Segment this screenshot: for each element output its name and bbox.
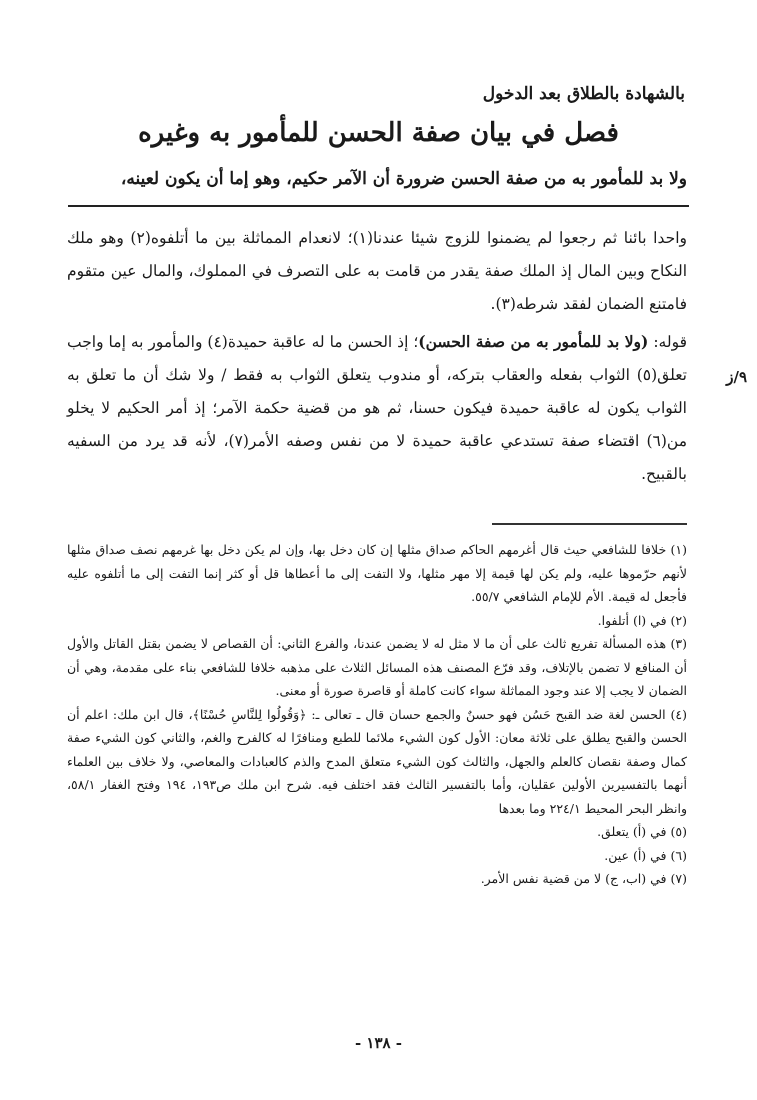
- main-text-line: ولا بد للمأمور به من صفة الحسن ضرورة أن الآمر حكيم، وهو إما أن يكون لعينه،: [120, 169, 687, 189]
- paragraph-intro: قوله:: [648, 333, 687, 351]
- footnote: (٥) في (أ) يتعلق.: [597, 824, 687, 839]
- divider-rule: [68, 205, 689, 207]
- footnote: (٦) في (أ) عين.: [604, 847, 687, 863]
- footnote: (٣) هذه المسألة تفريع ثالث على أن ما لا مثل له لا يضمن عندنا، والفرع الثاني: أن القصاص لا يضمن بقتل القاتل والأول أن المنافع لا تضمن بالإتلاف، وقد فرّع المصنف هذه المسائل الثلاث على مذهبه خلافا للشافعي بناء على مقدمة، وهي أن الضمان لا يجب إلا عند وجود المماثلة سواء كانت كاملة أو قاصرة صورة أو معنى.: [67, 636, 687, 698]
- chapter-title: فصل في بيان صفة الحسن للمأمور به وغيره: [138, 118, 619, 148]
- paragraph-rest: ؛ إذ الحسن ما له عاقبة حميدة(٤) والمأمور به إما واجب تعلق(٥) الثواب بفعله والعقاب بتركه، أو مندوب يتعلق الثواب به فقط / ولا شك أن ما تعلق به الثواب يكون له عاقبة حميدة فيكون حسنا، ثم هو من قضية حكمة الآمر؛ إذ أمر الحكيم لا يخلو من(٦) اقتضاء صفة تستدعي عاقبة حميدة لا من نفس وصفه الأمر(٧)، لأنه قد يرد من السفيه بالقبيح.: [67, 333, 687, 483]
- page-number: - ١٣٨ -: [354, 1034, 403, 1052]
- running-head: بالشهادة بالطلاق بعد الدخول: [482, 84, 685, 104]
- footnotes: [67, 538, 687, 891]
- quoted-main-text: (ولا بد للمأمور به من صفة الحسن): [418, 332, 649, 351]
- footnote: (٢) في (ا) أتلفوا.: [597, 612, 687, 628]
- commentary-paragraph-1: واحدا بائنا ثم رجعوا لم يضمنوا للزوج شيئا عندنا(١)؛ لانعدام المماثلة بين ما أتلفوه(٢) وهو ملك النكاح وبين المال إذ الملك صفة يقدر من قامت به على التصرف في المملوك، والمال عين متقوم فامتنع الضمان لفقد شرطه(٣).: [67, 229, 687, 313]
- footnote: (٤) الحسن لغة ضد القبح حَسُن فهو حسنٌ والجمع حسان قال ـ تعالى ـ: ﴿وَقُولُوا لِلنَّاسِ حُسْنًا﴾، قال ابن ملك: اعلم أن الحسن والقبح يطلق على ثلاثة معان: الأول كون الشيء ملائما للطبع ومنافرًا له كالفرح والغم، والثاني كون الشيء صفة كمال وصفة نقصان كالعلم والجهل، والثالث كون الشيء متعلق المدح والذم كالعبادات والمعاصي، ولا خلاف بين العلماء أنهما بالتفسيرين الأولين عقليان، وأما بالتفسير الثالث فقد اختلف فيه. شرح ابن ملك ص١٩٣، ١٩٤ وفتح الغفار ٥٨/١، وانظر البحر المحيط ٢٢٤/١ وما بعدها: [67, 706, 688, 816]
- commentary-body: [67, 222, 687, 495]
- margin-folio-note: ٩/ز: [726, 368, 747, 386]
- footnote: (١) خلافا للشافعي حيث قال أغرمهم الحاكم صداق مثلها إن كان دخل بها، وإن لم يكن دخل بها غرمهم نصف صداق مثلها لأنهم حرّموها عليه، ولم يكن لها قيمة إلا مهر مثلها، ولا التفت إلى ما أعطاها قل أو كثر إنما التفت إلى ما أتلفوه عليه فأجعل له قيمة. الأم للإمام الشافعي ٥٥/٧.: [67, 542, 687, 604]
- commentary-paragraph-2: [67, 325, 687, 491]
- footnote: (٧) في (اب، ج) لا من قضية نفس الأمر.: [480, 871, 687, 886]
- footnote-separator: [492, 523, 687, 525]
